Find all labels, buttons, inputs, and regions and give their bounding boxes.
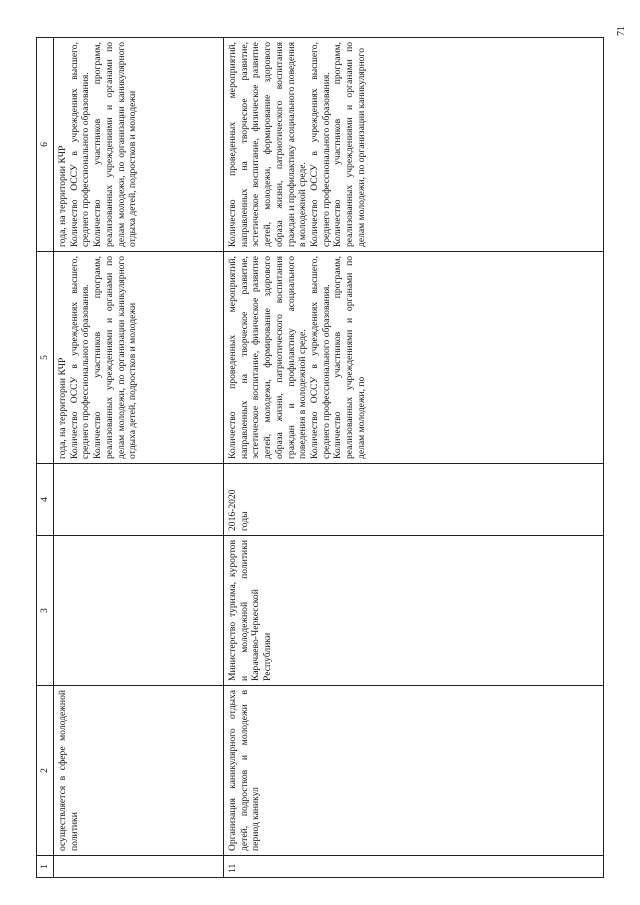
measure-name: Организация каникулярного отдыха детей, подростков и молодежи в период каникул bbox=[224, 686, 604, 856]
row-number bbox=[54, 856, 224, 878]
indicator-text: Количество ОССУ в учреждениях высшего, среднего профессионального образования. bbox=[68, 256, 92, 459]
result-text: Количество ОССУ в учреждениях высшего, среднего профессионального образования. bbox=[308, 42, 332, 247]
indicator-text: Количество участников программ, реализованных учреждениями и органами по делам молодежи, по организации каникулярного отдыха детей, подростков и молодежи bbox=[92, 256, 139, 459]
header-col-1: 1 bbox=[37, 856, 54, 878]
rotated-table-container bbox=[36, 38, 602, 878]
header-col-2: 2 bbox=[37, 686, 54, 856]
result-text: года, на территории КЧР bbox=[57, 145, 68, 247]
executor bbox=[54, 536, 224, 686]
indicator-text: Количество ОССУ в учреждениях высшего, среднего профессионального образования. bbox=[308, 256, 332, 459]
result-text: Количество участников программ, реализованных учреждениями и органами по делам молодежи, по организации каникулярного bbox=[332, 42, 367, 247]
period bbox=[54, 464, 224, 536]
table-row bbox=[54, 38, 224, 878]
executor: Министерство туризма, курортов и молодежной политики Карачаево-Черкесской Республики bbox=[224, 536, 604, 686]
indicator-text: Количество проведенных мероприятий, направленных на творческое развитие, эстетическое воспитание, физическое развитие детей, молодежи, формирование здорового образа жизни, патриотического воспитания граждан и профилактику асоциального поведения в молодежной среде. bbox=[227, 256, 309, 459]
row-number: 11 bbox=[224, 856, 604, 878]
indicator-text: года, на территории КЧР bbox=[57, 357, 68, 459]
indicators-cell bbox=[54, 252, 224, 464]
result-text: Количество участников программ, реализованных учреждениями и органами по делам молодежи, по организации каникулярного отдыха детей, подростков и молодежи bbox=[92, 42, 139, 247]
period: 2016-2020 годы bbox=[224, 464, 604, 536]
indicators-cell bbox=[224, 252, 604, 464]
page-number: 71 bbox=[616, 26, 627, 36]
results-cell bbox=[54, 38, 224, 252]
results-cell bbox=[224, 38, 604, 252]
result-text: Количество ОССУ в учреждениях высшего, среднего профессионального образования. bbox=[68, 42, 92, 247]
header-col-4: 4 bbox=[37, 464, 54, 536]
program-measures-table bbox=[36, 37, 604, 878]
table-row bbox=[224, 38, 604, 878]
measure-name: осуществляется в сфере молодежной политики bbox=[54, 686, 224, 856]
header-col-5: 5 bbox=[37, 252, 54, 464]
header-col-6: 6 bbox=[37, 38, 54, 252]
header-row bbox=[37, 38, 54, 878]
header-col-3: 3 bbox=[37, 536, 54, 686]
indicator-text: Количество участников программ, реализованных учреждениями и органами по делам молодежи, по bbox=[332, 256, 367, 459]
result-text: Количество проведенных мероприятий, направленных на творческое развитие, эстетическое воспитание, физическое развитие детей, молодежи, формирование здорового образа жизни, патриотического воспитания граждан и профилактику асоциального поведения в молодежной среде. bbox=[227, 42, 309, 247]
